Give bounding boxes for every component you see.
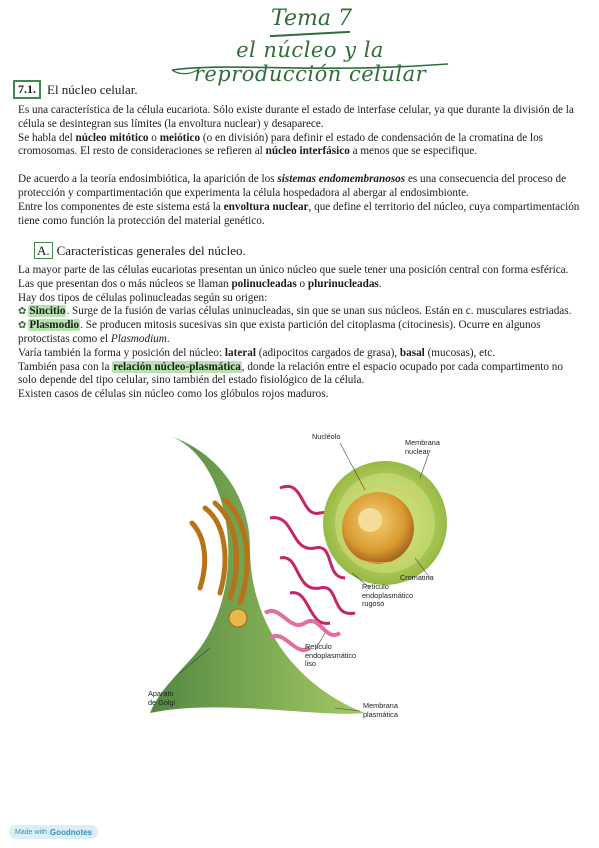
term-plasmodium: Plasmodium [110, 332, 167, 345]
intro-paragraph-1: Es una característica de la célula eucariota. Sólo existe durante el estado de interfase celular, ya que durante la división de la célula se desintegran sus límites (la envoltura nuclear) y desaparece. [18, 104, 574, 130]
term-envoltura-nuclear: envoltura nuclear [223, 200, 309, 213]
topic-underline [270, 31, 350, 37]
label-membrana-nuclear: Membrana nuclear [405, 438, 440, 456]
term-sincitio: Sincitio [29, 305, 66, 318]
term-meiotico: meiótico [159, 131, 201, 144]
term-basal: basal [399, 346, 425, 359]
goodnotes-badge [9, 825, 98, 839]
brand-text: Goodnotes [49, 827, 93, 837]
bullet-sincitio: ✿ Sincitio. Surge de la fusión de varias células uninucleadas, sin que se unan sus núcleos. Están en c. musculares estriadas. [18, 305, 572, 318]
subsection-letter: A. [34, 242, 53, 259]
term-plasmodio: Plasmodio [29, 319, 80, 332]
leaf-bullet-icon: ✿ [18, 306, 27, 318]
label-aparato-golgi: Aparato de Golgi [148, 689, 176, 707]
general-paragraph-3: Varía también la forma y posición del núcleo: lateral (adipocitos cargados de grasa), basal (mucosas), etc. [18, 346, 495, 359]
general-paragraph-4: También pasa con la relación núcleo-plasmática, donde la relación entre el espacio ocupado por cada compartimento no solo depende del tipo celular, sino también del estado fisiológico de la célula. [18, 360, 563, 387]
general-paragraph-5: Existen casos de células sin núcleo como los glóbulos rojos maduros. [18, 388, 329, 401]
term-relacion-nucleo-plasmatica: relación núcleo-plasmática [113, 360, 241, 373]
topic-title: Tema 7 [271, 6, 352, 31]
made-with-text: Made with [15, 828, 47, 836]
intro-paragraph-2: Se habla del núcleo mitótico o meiótico (o en división) para definir el estado de condensación de la cromatina de los cromosomas. El resto de consideraciones se refieren al núcleo interfásico a menos que se especifique. [18, 131, 544, 158]
bullet-plasmodio: ✿ Plasmodio. Se producen mitosis sucesivas sin que exista partición del citoplasma (citocinesis). Ocurre en algunos protoctistas como el Plasmodium. [18, 319, 541, 345]
page-title: el núcleo y la reproducción celular [193, 38, 427, 86]
intro-paragraph-4: Entre los componentes de este sistema está la envoltura nuclear, que define el territorio del núcleo, cuya compartimentación tiene como función la protección del material genético. [18, 200, 580, 227]
label-nucleolo: Nucléolo [312, 432, 341, 441]
term-plurinucleadas: plurinucleadas [307, 277, 379, 290]
label-reticulo-liso: Retículo endoplasmático liso [305, 642, 357, 668]
label-reticulo-rugoso: Retículo endoplasmático rugoso [362, 582, 414, 608]
term-sistemas-endomembranosos: sistemas endomembranosos [277, 173, 406, 186]
term-polinucleadas: polinucleadas [231, 277, 297, 290]
cell-illustration [130, 428, 460, 728]
general-paragraph-2: Hay dos tipos de células polinucleadas según su origen: [18, 291, 268, 304]
subsection-title: Características generales del núcleo. [56, 242, 246, 258]
intro-text [18, 104, 584, 228]
title-swash-decoration [170, 60, 450, 78]
term-nucleo-interfasico: núcleo interfásico [265, 145, 350, 158]
label-cromatina: Cromatina [400, 573, 434, 582]
section-heading [13, 80, 138, 99]
general-text [18, 264, 584, 402]
intro-paragraph-3: De acuerdo a la teoría endosimbiótica, la aparición de los sistemas endomembranosos es una consecuencia del proceso de protección y compartimentación que experimenta la célula hospedadora al abergar al endosimbionte. [18, 173, 567, 199]
section-title: El núcleo celular. [47, 81, 138, 97]
general-paragraph-1: La mayor parte de las células eucariotas presentan un único núcleo que suele tener una posición central con forma esférica. Las que presentan dos o más núcleos se llaman polinucleadas o plurinucleadas. [18, 264, 569, 290]
subsection-heading [34, 242, 246, 259]
section-number: 7.1. [13, 80, 41, 99]
label-membrana-plasmatica: Membrana plasmática [363, 701, 398, 719]
term-nucleo-mitotico: núcleo mitótico [75, 131, 149, 144]
leaf-bullet-icon: ✿ [18, 320, 27, 332]
term-lateral: lateral [224, 346, 256, 359]
